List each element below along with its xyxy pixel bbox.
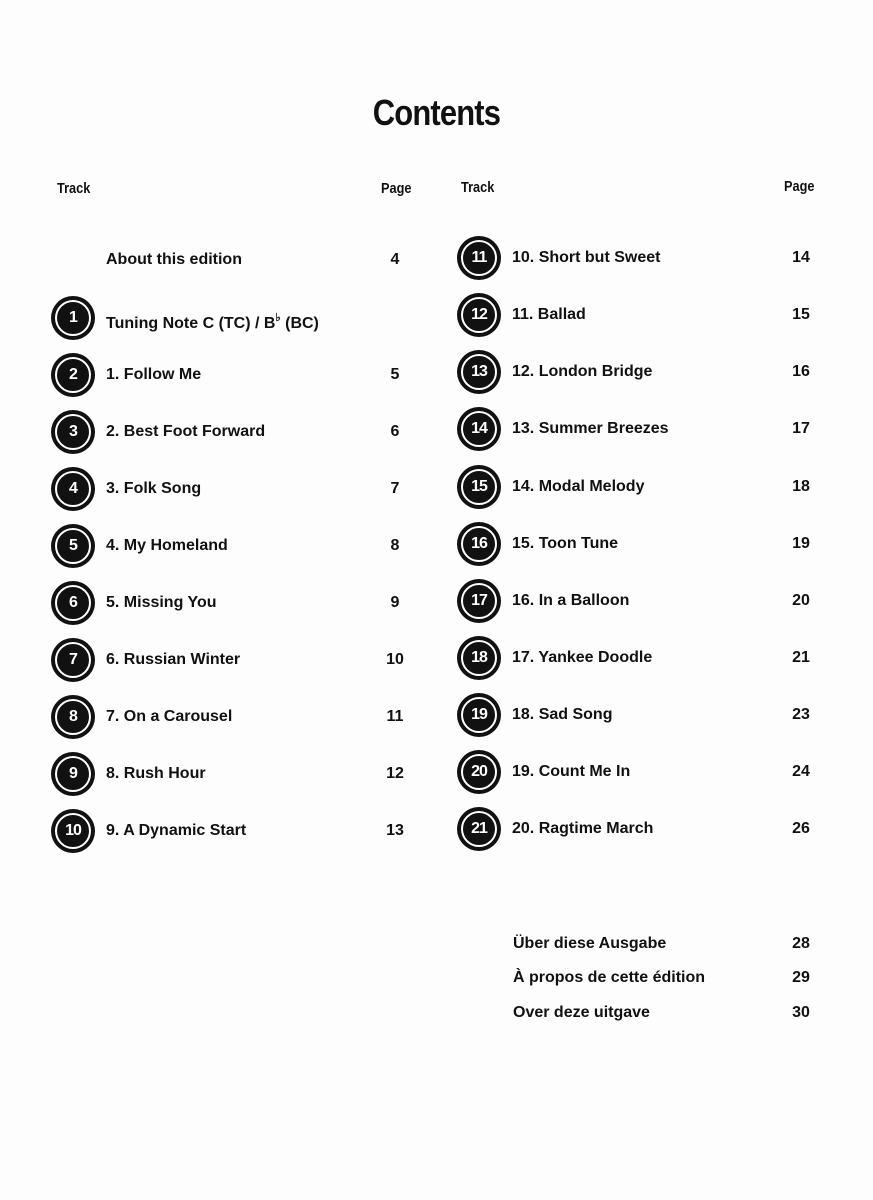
entry-title: 16. In a Balloon <box>512 592 630 609</box>
entry-title: 6. Russian Winter <box>106 651 241 668</box>
list-item <box>51 581 421 625</box>
entry-title: 10. Short but Sweet <box>512 249 661 266</box>
entry-page: 7 <box>390 480 400 497</box>
entry-page: 17 <box>792 420 810 437</box>
entry-title: Über diese Ausgabe <box>513 935 667 952</box>
entry-title: 11. Ballad <box>512 306 586 323</box>
track-header-left: Track <box>57 180 91 197</box>
entry-page: 23 <box>792 706 810 723</box>
entry-page: 6 <box>390 423 400 440</box>
track-badge: 11 <box>457 236 501 280</box>
entry-title: 20. Ragtime March <box>512 820 654 837</box>
track-badge: 18 <box>457 636 501 680</box>
entry-page: 28 <box>792 935 810 952</box>
track-badge: 7 <box>51 638 95 682</box>
entry-title: 17. Yankee Doodle <box>512 649 653 666</box>
list-item <box>457 636 827 680</box>
track-badge: 8 <box>51 695 95 739</box>
track-badge: 1 <box>51 296 95 340</box>
list-item <box>457 522 827 566</box>
entry-title: À propos de cette édition <box>513 969 706 986</box>
track-badge: 9 <box>51 752 95 796</box>
list-item <box>457 750 827 794</box>
entry-title: 15. Toon Tune <box>512 535 619 552</box>
entry-page: 16 <box>792 363 810 380</box>
track-badge: 4 <box>51 467 95 511</box>
track-badge: 2 <box>51 353 95 397</box>
list-item <box>457 579 827 623</box>
entry-page: 18 <box>792 478 810 495</box>
entry-title: Over deze uitgave <box>513 1004 650 1021</box>
list-item <box>51 695 421 739</box>
entry-page: 30 <box>792 1004 810 1021</box>
entry-page: 10 <box>386 651 404 668</box>
entry-page: 26 <box>792 820 810 837</box>
page-title: Contents <box>372 92 501 133</box>
page-header-left: Page <box>381 180 412 197</box>
entry-page: 20 <box>792 592 810 609</box>
list-item <box>51 410 421 454</box>
list-item <box>513 929 833 959</box>
entry-page: 8 <box>390 537 400 554</box>
track-badge: 21 <box>457 807 501 851</box>
entry-page: 13 <box>386 822 404 839</box>
list-item <box>51 809 421 853</box>
track-badge: 17 <box>457 579 501 623</box>
list-item <box>457 236 827 280</box>
entry-page: 29 <box>792 969 810 986</box>
entry-page: 12 <box>386 765 404 782</box>
entry-title: 14. Modal Melody <box>512 478 645 495</box>
track-badge: 3 <box>51 410 95 454</box>
entry-title: About this edition <box>106 251 242 268</box>
list-item <box>51 752 421 796</box>
track-header-right: Track <box>461 179 495 196</box>
entry-page: 14 <box>792 249 810 266</box>
track-badge: 15 <box>457 465 501 509</box>
list-item <box>51 467 421 511</box>
list-item <box>457 807 827 851</box>
entry-title: 12. London Bridge <box>512 363 653 380</box>
entry-page: 9 <box>390 594 400 611</box>
list-item <box>457 693 827 737</box>
track-badge: 5 <box>51 524 95 568</box>
entry-title: 1. Follow Me <box>106 366 202 383</box>
track-badge: 19 <box>457 693 501 737</box>
list-item <box>513 998 833 1028</box>
track-badge: 12 <box>457 293 501 337</box>
entry-title: Tuning Note C (TC) / B♭ (BC) <box>106 312 319 332</box>
entry-title: 2. Best Foot Forward <box>106 423 266 440</box>
entry-page: 15 <box>792 306 810 323</box>
track-badge: 16 <box>457 522 501 566</box>
entry-title: 3. Folk Song <box>106 480 202 497</box>
list-item <box>457 407 827 451</box>
entry-page: 21 <box>792 649 810 666</box>
entry-title: 18. Sad Song <box>512 706 613 723</box>
entry-title: 8. Rush Hour <box>106 765 206 782</box>
flat-symbol: ♭ <box>275 312 281 324</box>
entry-title: 4. My Homeland <box>106 537 228 554</box>
entry-title: 13. Summer Breezes <box>512 420 669 437</box>
list-item <box>457 293 827 337</box>
entry-title: 5. Missing You <box>106 594 217 611</box>
list-item <box>457 350 827 394</box>
entry-page: 11 <box>386 708 404 725</box>
list-item <box>51 353 421 397</box>
entry-title: 7. On a Carousel <box>106 708 233 725</box>
entry-page: 24 <box>792 763 810 780</box>
list-item <box>457 465 827 509</box>
entry-title: 19. Count Me In <box>512 763 631 780</box>
list-item <box>51 296 421 340</box>
track-badge: 10 <box>51 809 95 853</box>
entry-page: 5 <box>390 366 400 383</box>
list-item <box>51 524 421 568</box>
track-badge: 14 <box>457 407 501 451</box>
list-item <box>51 638 421 682</box>
list-item <box>513 963 833 993</box>
entry-title: 9. A Dynamic Start <box>106 822 247 839</box>
list-item <box>51 238 421 282</box>
track-badge: 6 <box>51 581 95 625</box>
page-header-right: Page <box>784 178 815 195</box>
track-badge: 20 <box>457 750 501 794</box>
track-badge: 13 <box>457 350 501 394</box>
entry-page: 19 <box>792 535 810 552</box>
entry-page: 4 <box>390 251 400 268</box>
